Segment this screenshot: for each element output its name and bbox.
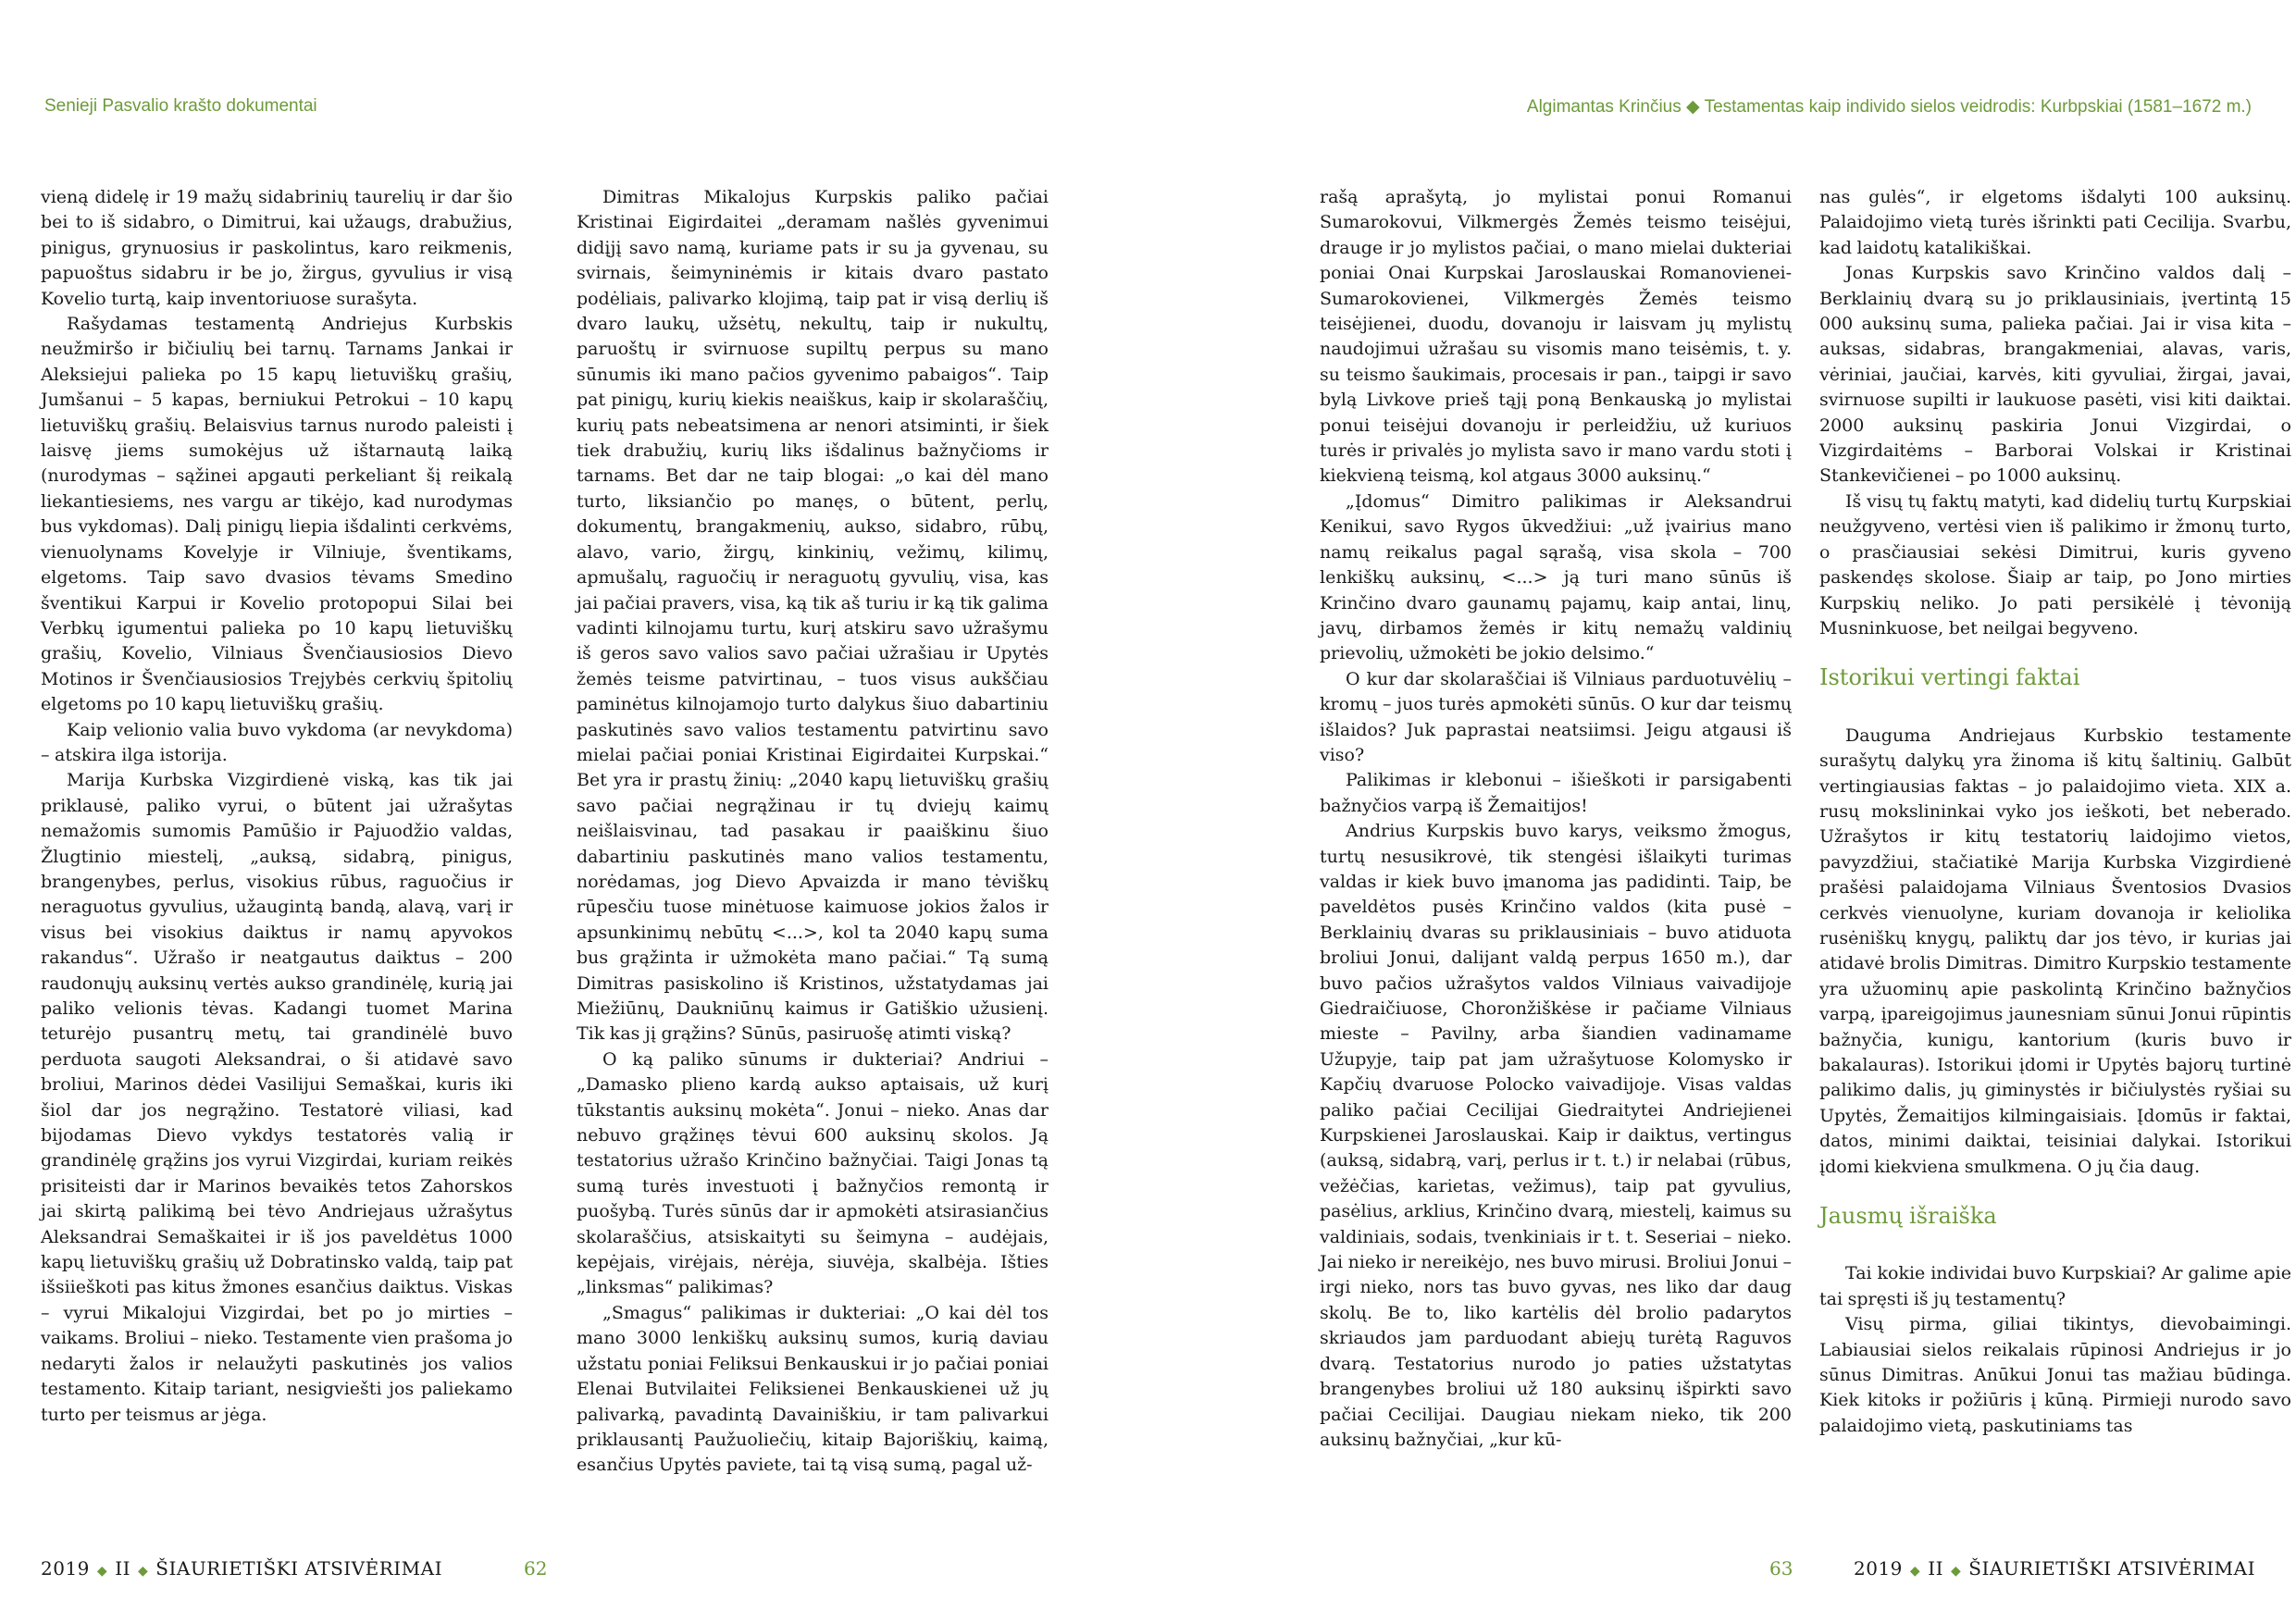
diamond-icon: ◆ [1909,1564,1921,1579]
paragraph: Rašydamas testamentą Andriejus Kurbskis neužmiršo ir bičiulių bei tarnų. Tarnams Jankai ir Aleksiejui palieka po 15 kapų lietuviškų grašių, Jumšanui – 5 kapas, berniukui Petrokui – 10 kapų lietuviškų grašių. Belaisvius tarnus nurodo paleisti į laisvę jiems sumokėjus už ištarnautą laiką (nurodymas – sąžinei apgauti perkeliant šį reikalą liekantiesiems, nes vargu ar tikėjo, kad nurodymas bus vykdomas). Dalį pinigų liepia išdalinti cerkvėms, vienuolynams Kovelyje ir Vilniuje, šventikams, elgetoms. Taip savo dvasios tėvams Smedino šventikui Karpui ir Kovelio protopopui Silai bei Verbkų igumentui palieka po 10 kapų lietuviškų grašių, Kovelio, Vilniaus Švenčiausiosios Dievo Motinos ir Švenčiausiosios Trejybės cerkvių špitolių elgetoms po 10 kapų lietuviškų grašių. [41,314,513,715]
footer-issue: II [1928,1557,1943,1580]
paragraph: Palikimas ir klebonui – išieškoti ir parsigabenti bažnyčios varpą iš Žemaitijos! [1320,770,1792,816]
footer-journal-title: ŠIAURIETIŠKI ATSIVĖRIMAI [1968,1557,2255,1580]
paragraph: Jonas Kurpskis savo Krinčino valdos dalį – Berklainių dvarą su jo priklausiniais, įvertintą 15 000 auksinų suma, palieka pačiai. Jai ir visa kita – auksas, sidabras, brangakmeniai, alavas, varis, vėriniai, jaučiai, karvės, kiti gyvuliai, žirgai, javai, svirnuose supilti ir laukuose pasėti, visi kiti daiktai. 2000 auksinų paskiria Jonui Vizgirdai, o Vizgirdaitėms – Barborai Volskai ir Kristinai Stankevičienei – po 1000 auksinų. [1819,263,2291,487]
running-head: Algimantas Krinčius ◆ Testamentas kaip individo sielos veidrodis: Kurbpskiai (1581–1672 m.) [1526,97,2252,117]
paragraph: Dauguma Andriejaus Kurbskio testamente surašytų dalykų yra žinoma iš kitų šaltinių. Galbūt vertingiausias faktas – jo palaidojimo vieta. XIX a. rusų mokslininkai vyko jos ieškoti, bet neberado. Užrašytos ir kitų testatorių laidojimo vietos, pavyzdžiui, stačiatikė Marija Kurbska Vizgirdienė prašėsi palaidojama Vilniaus Šventosios Dvasios cerkvės vienuolyne, kuriam dovanoja ir keliolika rusėniškų knygų, paliktų dar jos tėvo, ir kurias jai atidavė brolis Dimitras. Dimitro Kurpskio testamente yra užuominų apie paskolintą Krinčino bažnyčios varpą, įpareigojimus jaunesniam sūnui Jonui rūpintis bažnyčia, kunigu, kantorium (kuris buvo ir bakalauras). Istorikui įdomi ir Upytės bajorų turtinė palikimo dalis, jų giminystės ir bičiulystės ryšiai su Upytės, Žemaitijos kilmingaisiais. Įdomūs ir faktai, datos, minimi daiktai, teisiniai dalykai. Istorikui įdomi kiekviena smulkmena. O jų čia daug. [1819,725,2291,1177]
footer-journal-title: ŠIAURIETIŠKI ATSIVĖRIMAI [155,1557,442,1580]
paragraph: O ką paliko sūnums ir dukteriai? Andriui – „Damasko plieno kardą aukso aptaisais, už kurį tūkstantis auksinų mokėta“. Jonui – nieko. Anas dar nebuvo grąžinęs tėvui 600 auksinų skolos. Ją testatorius užrašo Krinčino bažnyčiai. Taigi Jonas tą sumą turės investuoti į bažnyčios remontą ir puošybą. Turės sūnūs dar ir apmokėti atsirasiančius skolaraščius, atsiskaityti su šeimyna – audėjais, kepėjais, virėjais, nėrėja, siuvėja, skalbėja. Išties „linksmas“ palikimas? [577,1048,1049,1298]
diamond-icon: ◆ [138,1564,149,1579]
paragraph: rašą aprašytą, jo mylistai ponui Romanui Sumarokovui, Vilkmergės Žemės teismo teisėjui, drauge ir jo mylistos pačiai, o mano mielai dukteriai poniai Onai Kurpskai Jaroslauskai Romanovienei-Sumarokovienei, Vilkmergės Žemės teismo teisėjienei, duodu, dovanoju ir laisvam jų mylistų naudojimui užrašau su visomis mano teisėmis, t. y. su teismo šaukimais, procesais ir pan., taipgi ir savo bylą Livkove prieš tąjį poną Benkauską jo mylistai ponui teisėjui dovanoju ir perleidžiu, už kuriuos turės ir privalės jo mylista savo ir mano vardu stoti į kiekvieną teismą, kol atgaus 3000 auksinų.“ [1320,187,1792,487]
paragraph: Andrius Kurpskis buvo karys, veiksmo žmogus, turtų nesusikrovė, tik stengėsi išlaikyti turimas valdas ir kiek buvo įmanoma jas padidinti. Taip, be paveldėtos pusės Krinčino valdos (kita pusė – Berklainių dvaras su priklausiniais – buvo atiduota broliui Jonui, dalijant valdą perpus 1650 m.), dar buvo pačios užrašytos valdos Vilniaus vaivadijoje Giedraičiuose, Choronžiškėse ir pačiame Vilniaus mieste – Pavilny, arba šiandien vadinamame Užupyje, taip pat jam užrašytuose Kolomysko ir Kapčių dvaruose Polocko vaivadijoje. Visas valdas paliko pačiai Cecilijai Giedraitytei Andriejienei Kurpskienei Jaroslauskai. Kaip ir daiktus, vertingus (auksą, sidabrą, varį, perlus ir t. t.) ir nelabai (rūbus, vežėčias, karietas, vežimus), taip pat gyvulius, pasėlius, arklius, Krinčino dvarą, miestelį, kaimus su valdiniais, sodais, tvenkiniais ir t. t. Seseriai – nieko. Jai nieko ir nereikėjo, nes buvo mirusi. Broliui Jonui – irgi nieko, nors tas buvo gyvas, nes liko dar daug skolų. Be to, liko kartėlis dėl brolio padarytos skriaudos jam parduodant abiejų turėtą Raguvos dvarą. Testatorius nurodo jo paties užstatytas brangenybes broliui už 180 auksinų išpirkti savo pačiai Cecilijai. Daugiau niekam nieko, tik 200 auksinų bažnyčiai, „kur kū- [1320,821,1792,1450]
paragraph: nas gulės“, ir elgetoms išdalyti 100 auksinų. Palaidojimo vietą turės išrinkti pati Cecilija. Svarbu, kad laidotų katalikiškai. [1819,187,2291,258]
text-column-1 [41,185,513,1428]
paragraph: O kur dar skolaraščiai iš Vilniaus parduotuvėlių – kromų – juos turės apmokėti sūnūs. O kur dar teismų išlaidos? Juk paprastai neatsiimsi. Jeigu atgausi iš viso? [1320,668,1792,765]
section-heading: Istorikui vertingi faktai [1819,664,2080,691]
footer-year: 2019 [1854,1557,1903,1580]
diamond-icon: ◆ [96,1564,108,1579]
text-column-2 [577,185,1049,1479]
journal-footer [41,1557,442,1580]
text-column-3 [1320,185,1792,1453]
footer-issue: II [115,1557,130,1580]
running-head: Senieji Pasvalio krašto dokumentai [44,96,317,116]
paragraph: „Smagus“ palikimas ir dukteriai: „O kai dėl tos mano 3000 lenkiškų auksinų sumos, kurią daviau užstatu poniai Feliksui Benkauskui ir jo pačiai poniai Elenai Butvilaitei Feliksienei Benkauskienei už jų palivarką, pavadintą Davainiškiu, ir tam palivarkui priklausantį Paužuoliečių, kitaip Bajoriškių, kaimą, esančius Upytės paviete, tai tą visą sumą, pagal už- [577,1302,1049,1476]
page-number: 62 [524,1557,548,1580]
paragraph: Tai kokie individai buvo Kurpskiai? Ar galime apie tai spręsti iš jų testamentų? [1819,1263,2291,1309]
journal-footer [1854,1557,2255,1580]
paragraph: Marija Kurbska Vizgirdienė viską, kas tik jai priklausė, paliko vyrui, o būtent jai užrašytas nemažomis sumomis Pamūšio ir Pajuodžio valdas, Žlugtinio miestelį, „auksą, sidabrą, pinigus, brangenybes, perlus, visokius rūbus, raguočius ir neraguotus gyvulius, užaugintą bandą, alavą, varį ir visus bei visokius daiktus ir namų apyvokos rakandus“. Užrašo ir neatgautus daiktus – 200 raudonųjų auksinų vertės aukso grandinėlę, kurią jai paliko velionis tėvas. Kadangi tuomet Marina teturėjo pusantrų metų, tai grandinėlė buvo perduota saugoti Aleksandrai, o ši atidavė savo broliui, Marinos dėdei Vasilijui Semaškai, kuris iki šiol dar jos negrąžino. Testatorė viliasi, kad bijodamas Dievo vykdys testatorės valią ir grandinėlę grąžins jos vyrui Vizgirdai, kuriam reikės prisiteisti dar ir Marinos bevaikės tetos Zahorskos jai skirtą palikimą bei tėvo Andriejaus užrašytus Aleksandrai Semaškaitei ir iš jos paveldėtus 1000 kapų lietuviškų grašių už Dobratinsko valdą, taip pat išsiieškoti pas kitus žmones esančius daiktus. Viskas – vyrui Mikalojui Vizgirdai, bet po jo mirties – vaikams. Broliui – nieko. Testamente vien prašoma jo nedaryti žalos ir nelaužyti paskutinės jos valios testamento. Kitaip tariant, nesigviešti jos paliekamo turto per teismus ar jėga. [41,770,513,1425]
section-heading: Jausmų išraiška [1819,1203,1997,1230]
diamond-icon: ◆ [1951,1564,1962,1579]
paragraph: Visų pirma, giliai tikintys, dievobaimingi. Labiausiai sielos reikalais rūpinosi Andriejus ir jo sūnus Dimitras. Anūkui Jonui tas mažiau būdinga. Kiek kitoks ir požiūris į kūną. Pirmieji nurodo savo palaidojimo vietą, paskutiniams tas [1819,1314,2291,1436]
page-number: 63 [1769,1557,1793,1580]
paragraph: „Įdomus“ Dimitro palikimas ir Aleksandrui Kenikui, savo Rygos ūkvedžiui: „už įvairius mano namų reikalus pagal sąrašą, visa skola – 700 lenkiškų auksinų, <...> ją turi mano sūnūs iš Krinčino dvaro gaunamų pajamų, kaip antai, linų, javų, dirbamos žemės ir kitų nemažų valdinių prievolių, užmokėti be jokio delsimo.“ [1320,490,1792,664]
text-column-4 [1819,185,2291,1439]
paragraph: Dimitras Mikalojus Kurpskis paliko pačiai Kristinai Eigirdaitei „deramam našlės gyvenimui didįjį savo namą, kuriame pats ir su ja gyvenau, su svirnais, šeimyninėmis ir kitais dvaro pastato podėliais, palivarko klojimą, taip pat ir visą derlių iš dvaro laukų, užsėtų, nekultų, taip ir nukultų, paruoštų ir svirnuose supiltų perpus su mano sūnumis iki mano pačios gyvenimo pabaigos“. Taip pat pinigų, kurių kiekis neaiškus, kaip ir skolaraščių, kurių pats nebeatsimena ar nenori atsiminti, ir šiek tiek drabužių, kurių liks išdalinus bažnyčioms ir tarnams. Bet dar ne taip blogai: „o kai dėl mano turto, liksiančio po manęs, o būtent, perlų, dokumentų, brangakmenių, aukso, sidabro, rūbų, alavo, vario, žirgų, kinkinių, vežimų, kilimų, apmušalų, raguočių ir neraguotų gyvulių, visa, kas jai pačiai pravers, visa, ką tik aš turiu ir ką tik galima vadinti kilnojamu turtu, kurį atskiru savo užrašymu iš geros savo valios savo pačiai užrašiau ir Upytės žemės teisme patvirtinau, – tuos visus aukščiau paminėtus kilnojamojo turto dalykus šiuo dabartiniu paskutinės savo valios testamentu patvirtinu savo mielai pačiai poniai Kristinai Eigirdaitei Kurpskai.“ Bet yra ir prastų žinių: „2040 kapų lietuviškų grašių savo pačiai negrąžinau ir tų dviejų kaimų neišlaisvinau, tad pasakau ir paaiškinu šiuo dabartiniu paskutinės mano valios testamentu, norėdamas, jog Dievo Apvaizda ir mano tėviškų rūpesčiu tuose minėtuose kaimuose jokios žalos ir apsunkinimų nebūtų <...>, kol ta 2040 kapų suma bus grąžinta ir užmokėta mano pačiai.“ Tą sumą Dimitras pasiskolino iš Kristinos, užstatydamas jai Miežiūnų, Daukniūnų kaimus ir Gatiškio užusienį. Tik kas jį grąžins? Sūnūs, pasiruošę atimti viską? [577,187,1049,1045]
footer-year: 2019 [41,1557,90,1580]
paragraph: vieną didelę ir 19 mažų sidabrinių taurelių ir dar šio bei to iš sidabro, o Dimitrui, kai užaugs, drabužius, pinigus, grynuosius ir paskolintus, karo reikmenis, papuoštus sidabru ir be jo, žirgus, gyvulius ir visą Kovelio turtą, kaip inventoriuose surašyta. [41,187,513,309]
right-page [1148,0,2296,1623]
paragraph: Kaip velionio valia buvo vykdoma (ar nevykdoma) – atskira ilga istorija. [41,719,513,765]
paragraph: Iš visų tų faktų matyti, kad didelių turtų Kurpskiai neužgyveno, vertėsi vien iš palikimo ir žmonų turto, o prasčiausiai sekėsi Dimitrui, kuris gyveno paskendęs skolose. Šiaip ar taip, po Jono mirties Kurpskių neliko. Jo pati persikėlė į tėvoniją Musninkuose, bet neilgai begyveno. [1819,490,2291,638]
